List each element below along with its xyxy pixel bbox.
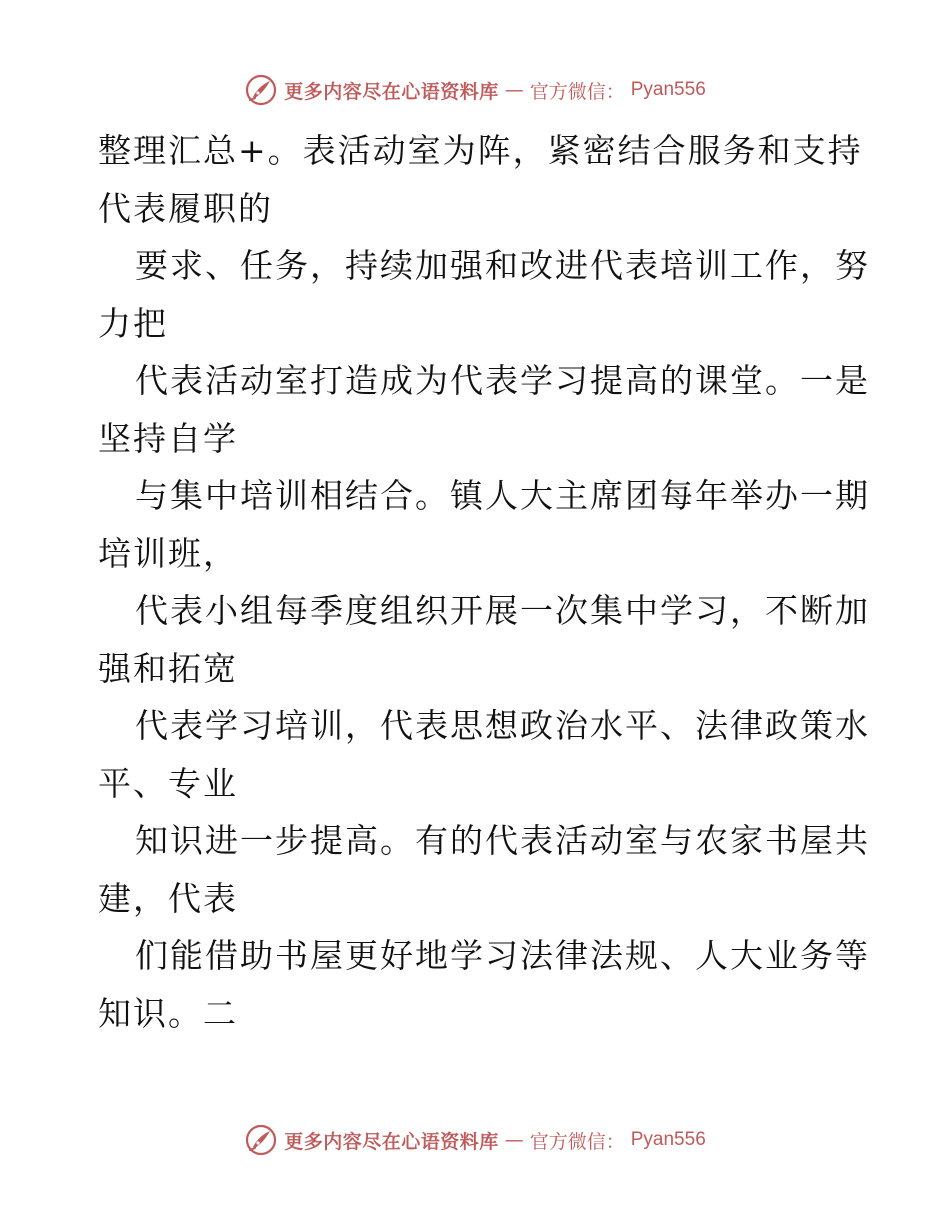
text-line: 们能借助书屋更好地学习法律法规、人大业务等	[135, 936, 870, 975]
pen-nib-logo-icon	[244, 73, 278, 107]
text-line: 代表履职的	[98, 188, 273, 228]
text-line: 要求、任务，持续加强和改进代表培训工作，努	[135, 246, 870, 285]
page-footer-banner	[0, 1120, 950, 1160]
page-header-banner	[0, 70, 950, 110]
text-line: 代表学习培训，代表思想政治水平、法律政策水	[135, 706, 870, 745]
pen-nib-logo-icon	[244, 1123, 278, 1157]
text-line: 力把	[98, 303, 168, 343]
document-body	[98, 122, 870, 1042]
text-line: 坚持自学	[98, 418, 238, 458]
text-line: 平、专业	[98, 763, 238, 803]
banner-separator: —	[504, 79, 524, 101]
text-line: 强和拓宽	[98, 648, 238, 688]
banner-wechat-id: Pyan556	[630, 79, 706, 100]
text-line: 代表小组每季度组织开展一次集中学习，不断加	[135, 591, 870, 630]
banner-wechat-label: 官方微信：	[529, 1130, 625, 1153]
text-line: 培训班，	[98, 533, 238, 573]
text-line: 知识。二	[98, 993, 238, 1033]
banner-wechat-id: Pyan556	[630, 1129, 706, 1150]
text-line: 与集中培训相结合。镇人大主席团每年举办一期	[135, 476, 870, 515]
text-line: 建，代表	[98, 878, 238, 918]
banner-title: 更多内容尽在心语资料库	[284, 80, 499, 103]
banner-separator: —	[504, 1129, 524, 1151]
text-line: 代表活动室打造成为代表学习提高的课堂。一是	[135, 361, 870, 400]
text-line: 知识进一步提高。有的代表活动室与农家书屋共	[135, 821, 870, 860]
text-line: 整理汇总+。表活动室为阵，紧密结合服务和支持	[98, 131, 863, 170]
banner-title: 更多内容尽在心语资料库	[284, 1130, 499, 1153]
banner-wechat-label: 官方微信：	[529, 80, 625, 103]
